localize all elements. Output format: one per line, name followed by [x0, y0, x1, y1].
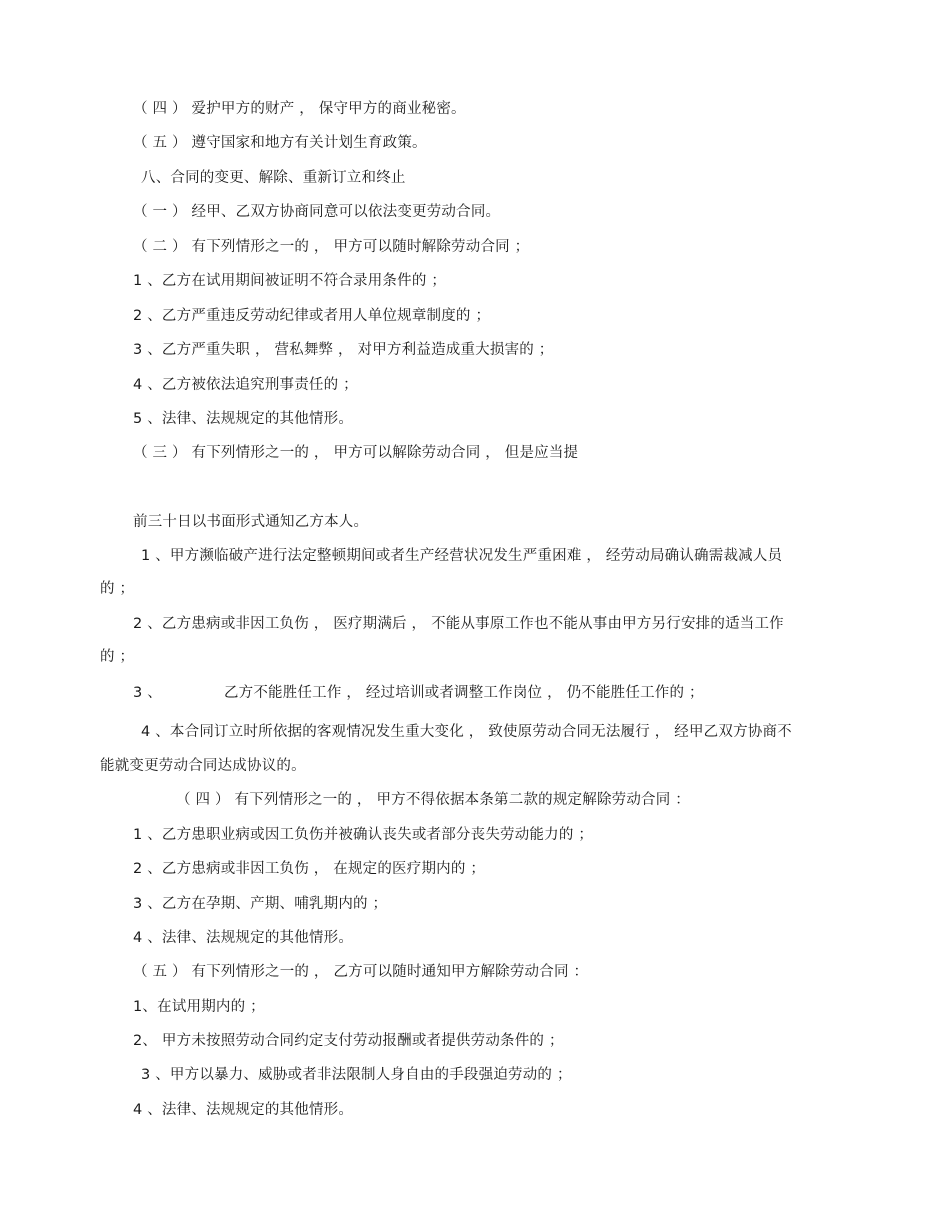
sub-item: 4 、本合同订立时所依据的客观情况发生重大变化 ， 致使原劳动合同无法履行 ， 经甲乙双方协商不 — [141, 724, 792, 740]
sub-item: 4 、法律、法规规定的其他情形。 — [133, 930, 354, 946]
paragraph-line: 能就变更劳动合同达成协议的。 — [100, 758, 306, 774]
clause-item: （ 四 ） 有下列情形之一的 ， 甲方不得依据本条第二款的规定解除劳动合同 ： — [176, 792, 690, 808]
sub-item-number: 3 、 — [133, 685, 162, 701]
sub-item: 1、在试用期内的 ； — [133, 999, 265, 1015]
sub-item: 1 、甲方濒临破产进行法定整顿期间或者生产经营状况发生严重困难 ， 经劳动局确认确需裁减人员 — [141, 548, 783, 564]
sub-item: 3 、乙方在孕期、产期、哺乳期内的 ； — [133, 896, 388, 912]
clause-item: （ 五 ） 遵守国家和地方有关计划生育政策。 — [133, 135, 427, 151]
clause-item: （ 三 ） 有下列情形之一的 ， 甲方可以解除劳动合同 ， 但是应当提 — [133, 445, 579, 461]
sub-item: 5 、法律、法规规定的其他情形。 — [133, 411, 354, 427]
clause-item: （ 四 ） 爱护甲方的财产 ， 保守甲方的商业秘密。 — [133, 101, 466, 117]
paragraph-line: 的 ； — [100, 581, 135, 597]
sub-item: 3 、乙方严重失职 ， 营私舞弊 ， 对甲方利益造成重大损害的 ； — [133, 342, 554, 358]
sub-item — [133, 684, 704, 702]
sub-item: 2 、乙方患病或非因工负伤 ， 在规定的医疗期内的 ； — [133, 861, 486, 877]
clause-item: （ 二 ） 有下列情形之一的 ， 甲方可以随时解除劳动合同 ； — [133, 239, 530, 255]
paragraph-line: 前三十日以书面形式通知乙方本人。 — [133, 514, 369, 530]
clause-item: （ 五 ） 有下列情形之一的 ， 乙方可以随时通知甲方解除劳动合同 ： — [133, 964, 589, 980]
sub-item: 2 、乙方严重违反劳动纪律或者用人单位规章制度的 ； — [133, 308, 491, 324]
sub-item: 4 、乙方被依法追究刑事责任的 ； — [133, 377, 358, 393]
clause-item: （ 一 ） 经甲、乙双方协商同意可以依法变更劳动合同。 — [133, 204, 501, 220]
sub-item: 2 、乙方患病或非因工负伤 ， 医疗期满后 ， 不能从事原工作也不能从事由甲方另行安排的适当工作 — [133, 616, 784, 632]
sub-item-text: 乙方不能胜任工作 ， 经过培训或者调整工作岗位 ， 仍不能胜任工作的 ； — [223, 685, 704, 701]
sub-item: 1 、乙方患职业病或因工负伤并被确认丧失或者部分丧失劳动能力的 ； — [133, 827, 594, 843]
sub-item: 2、 甲方未按照劳动合同约定支付劳动报酬或者提供劳动条件的 ； — [133, 1033, 564, 1049]
paragraph-line: 的 ； — [100, 649, 135, 665]
section-heading: 八、合同的变更、解除、重新订立和终止 — [141, 170, 406, 186]
sub-item: 4 、法律、法规规定的其他情形。 — [133, 1102, 354, 1118]
sub-item: 1 、乙方在试用期间被证明不符合录用条件的 ； — [133, 273, 447, 289]
sub-item: 3 、甲方以暴力、威胁或者非法限制人身自由的手段强迫劳动的 ； — [141, 1067, 572, 1083]
